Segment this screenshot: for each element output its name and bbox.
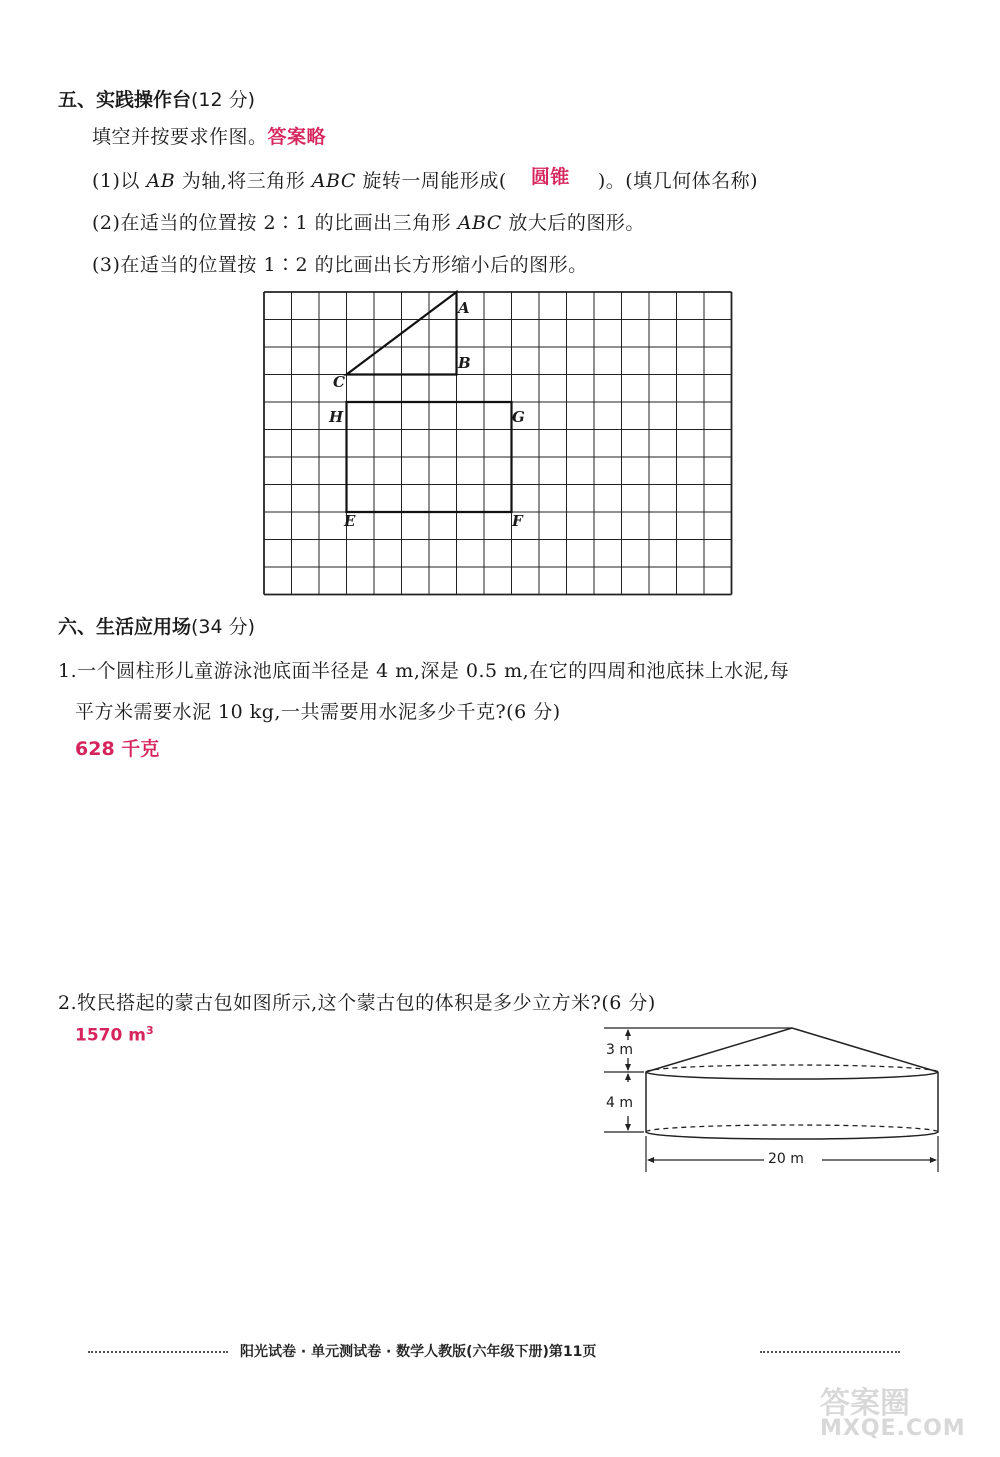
- footer-dotline-right: [760, 1351, 900, 1353]
- problem-2-answer-row: [75, 1024, 154, 1046]
- section5-instruction-answer: 答案略: [267, 126, 327, 148]
- grid-label-b: B: [458, 354, 471, 372]
- problem-2-answer: 1570 m: [75, 1025, 146, 1046]
- section6-title-row: [58, 612, 255, 639]
- bottom-ellipse-front: [646, 1132, 938, 1139]
- watermark-url: MXQE.COM: [820, 1416, 966, 1441]
- watermark-logo: 答案圈: [820, 1386, 910, 1421]
- grid-label-a: A: [458, 299, 470, 317]
- q2-prefix: (2)在适当的位置按 2∶1 的比画出三角形: [92, 212, 458, 234]
- problem-1-line-2: 平方米需要水泥 10 kg,一共需要用水泥多少千克?(6 分): [75, 701, 561, 723]
- grid-label-f: F: [512, 512, 523, 530]
- problem-1-line-1: 1.一个圆柱形儿童游泳池底面半径是 4 m,深是 0.5 m,在它的四周和池底抹上水泥,每: [58, 660, 790, 682]
- problem-1-answer: 628 千克: [75, 738, 160, 760]
- footer-text: 阳光试卷 · 单元测试卷 · 数学人教版(六年级下册)第11页: [240, 1344, 597, 1360]
- q1-mid: 为轴,将三角形: [175, 170, 312, 192]
- question-5-3: (3)在适当的位置按 1∶2 的比画出长方形缩小后的图形。: [92, 254, 588, 276]
- grid-label-e: E: [344, 512, 356, 530]
- grid-figure: [262, 290, 736, 596]
- footer-dotline-left: [88, 1351, 228, 1353]
- section5-points: (12 分): [191, 89, 256, 111]
- diameter-label: 20 m: [768, 1151, 804, 1167]
- problem-2-answer-unit-exponent: 3: [145, 1024, 154, 1037]
- bottom-ellipse-back: [646, 1125, 938, 1132]
- section5-instruction: 填空并按要求作图。: [92, 126, 268, 148]
- q1-ab: AB: [146, 170, 176, 192]
- q1-end: )。(填几何体名称): [597, 170, 759, 192]
- section5-instruction-row: [92, 122, 326, 149]
- top-ellipse-front: [646, 1072, 938, 1079]
- grid-label-h: H: [329, 408, 344, 426]
- q1-prefix: (1)以: [92, 170, 147, 192]
- question-5-1: [92, 166, 758, 193]
- q1-suffix: 旋转一周能形成(: [355, 170, 507, 192]
- q2-abc: ABC: [457, 212, 502, 234]
- section6-title: 六、生活应用场: [58, 616, 192, 638]
- problem-2-text: 2.牧民搭起的蒙古包如图所示,这个蒙古包的体积是多少立方米?(6 分): [58, 992, 656, 1014]
- section5-title-row: [58, 85, 255, 112]
- section6-points: (34 分): [191, 616, 256, 638]
- grid-label-c: C: [333, 373, 345, 391]
- q1-answer: 圆锥: [530, 166, 570, 188]
- cylinder-height-label: 4 m: [606, 1095, 633, 1111]
- q2-suffix: 放大后的图形。: [501, 212, 645, 234]
- grid-lines: [264, 292, 732, 595]
- q1-abc: ABC: [311, 170, 356, 192]
- question-5-2: [92, 208, 645, 235]
- top-ellipse-back: [646, 1065, 938, 1072]
- cone-height-label: 3 m: [606, 1042, 633, 1058]
- section5-title: 五、实践操作台: [58, 89, 192, 111]
- grid-label-g: G: [512, 408, 525, 426]
